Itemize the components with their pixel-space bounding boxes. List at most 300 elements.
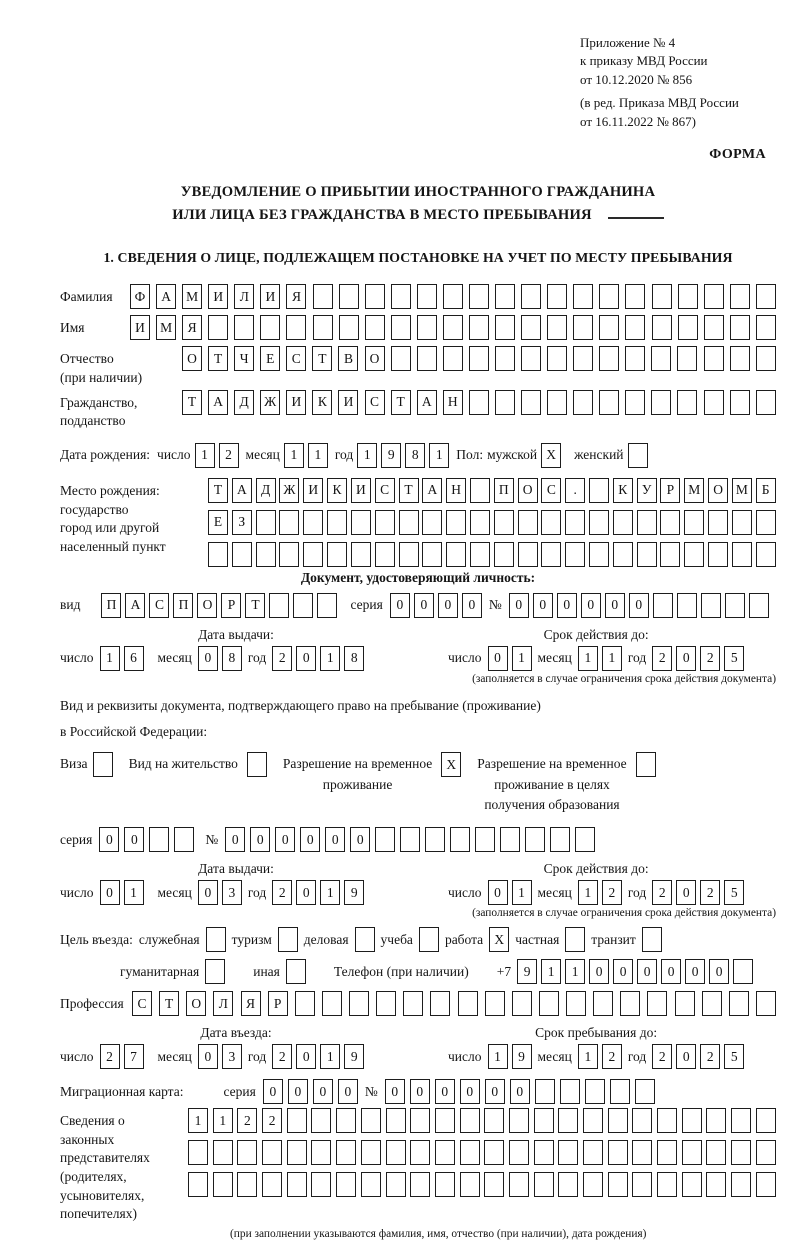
identity-issue-group xyxy=(60,627,412,671)
char-cell: 1 xyxy=(195,443,215,468)
char-cell: В xyxy=(338,346,358,371)
migration-card-label: Миграционная карта: xyxy=(60,1083,184,1099)
char-cell xyxy=(237,1172,257,1197)
char-cell xyxy=(565,510,585,535)
char-cell: М xyxy=(182,284,202,309)
char-cell xyxy=(213,1140,233,1165)
char-cell: О xyxy=(518,478,538,503)
year-label: год xyxy=(627,650,647,666)
sex-female-checkbox xyxy=(628,443,648,468)
char-cell xyxy=(400,827,420,852)
form-label: ФОРМА xyxy=(709,147,766,163)
char-cell: П xyxy=(173,593,193,618)
identity-valid-line xyxy=(448,646,744,671)
purpose-other-checkbox xyxy=(286,959,306,984)
char-cell: 9 xyxy=(344,880,364,905)
char-cell: 2 xyxy=(602,880,622,905)
char-cell: 1 xyxy=(100,646,120,671)
option-temp-residence-education-checkbox xyxy=(636,752,656,777)
char-cell: О xyxy=(182,346,202,371)
char-cell xyxy=(756,346,776,371)
char-cell: 8 xyxy=(344,646,364,671)
text-line: усыновителях, xyxy=(60,1187,145,1203)
char-cell: 2 xyxy=(602,1044,622,1069)
char-cell xyxy=(256,542,276,567)
identity-issue-heading: Дата выдачи: xyxy=(198,626,274,642)
legal-reps-cells xyxy=(188,1108,776,1197)
char-cell: А xyxy=(156,284,176,309)
char-cell: 2 xyxy=(262,1108,282,1133)
purpose-private-checkbox xyxy=(565,927,585,952)
char-cell xyxy=(573,315,593,340)
residence-issue-line xyxy=(60,880,412,905)
char-cell: Т xyxy=(208,346,228,371)
char-cell: 1 xyxy=(357,443,377,468)
text-line: подданство xyxy=(60,413,126,429)
legal-reps-cells-row1 xyxy=(188,1108,776,1133)
birth-place-row xyxy=(60,478,776,567)
char-cell: Т xyxy=(391,390,411,415)
char-cell: М xyxy=(156,315,176,340)
surname-label: Фамилия xyxy=(60,289,113,305)
char-cell xyxy=(521,284,541,309)
char-cell: 0 xyxy=(325,827,345,852)
char-cell: О xyxy=(365,346,385,371)
char-cell: О xyxy=(186,991,206,1016)
char-cell: Я xyxy=(182,315,202,340)
char-cell xyxy=(653,593,673,618)
char-cell: 1 xyxy=(602,646,622,671)
option-temp-residence-label xyxy=(283,752,432,795)
char-cell xyxy=(262,1172,282,1197)
char-cell: 0 xyxy=(225,827,245,852)
char-cell xyxy=(732,542,752,567)
char-cell xyxy=(589,542,609,567)
char-cell xyxy=(365,284,385,309)
char-cell: 0 xyxy=(676,880,696,905)
char-cell: 0 xyxy=(533,593,553,618)
char-cell xyxy=(232,542,252,567)
char-cell: 0 xyxy=(557,593,577,618)
char-cell: М xyxy=(684,478,704,503)
char-cell xyxy=(706,1140,726,1165)
char-cell xyxy=(575,827,595,852)
char-cell xyxy=(534,1140,554,1165)
identity-doc-number-label: № xyxy=(488,597,502,613)
char-cell: 2 xyxy=(272,646,292,671)
char-cell xyxy=(706,1108,726,1133)
char-cell xyxy=(339,284,359,309)
char-cell xyxy=(547,390,567,415)
identity-doc-series-cells xyxy=(390,593,482,618)
char-cell xyxy=(351,542,371,567)
char-cell xyxy=(756,991,776,1016)
char-cell: 0 xyxy=(275,827,295,852)
char-cell xyxy=(322,991,342,1016)
char-cell: А xyxy=(232,478,252,503)
entry-dates-row xyxy=(60,1025,776,1069)
char-cell: 0 xyxy=(661,959,681,984)
identity-issue-month-cells xyxy=(198,646,242,671)
year-label: год xyxy=(247,650,267,666)
char-cell xyxy=(678,315,698,340)
option-visa-checkbox xyxy=(93,752,113,777)
char-cell xyxy=(678,284,698,309)
char-cell xyxy=(237,1140,257,1165)
char-cell xyxy=(704,390,724,415)
option-visa-label: Виза xyxy=(60,756,88,772)
char-cell xyxy=(756,284,776,309)
char-cell xyxy=(593,991,613,1016)
char-cell xyxy=(469,315,489,340)
char-cell: 2 xyxy=(700,880,720,905)
text-line: Гражданство, xyxy=(60,394,138,410)
residence-issue-group xyxy=(60,861,412,905)
patronymic-label xyxy=(60,346,182,387)
char-cell: Ф xyxy=(130,284,150,309)
char-cell xyxy=(470,478,490,503)
sex-male-checkbox: X xyxy=(541,443,561,468)
char-cell xyxy=(610,1079,630,1104)
char-cell: . xyxy=(565,478,585,503)
char-cell xyxy=(417,284,437,309)
char-cell xyxy=(422,510,442,535)
residence-issue-day-cells xyxy=(100,880,144,905)
char-cell xyxy=(287,1108,307,1133)
legal-reps-label xyxy=(60,1108,188,1224)
char-cell xyxy=(682,1108,702,1133)
residence-validity-note: (заполняется в случае ограничения срока действия документа) xyxy=(472,907,776,920)
migration-card-row xyxy=(60,1079,776,1104)
name-row xyxy=(60,315,776,340)
char-cell: 1 xyxy=(188,1108,208,1133)
char-cell xyxy=(756,315,776,340)
char-cell xyxy=(677,390,697,415)
char-cell: Л xyxy=(213,991,233,1016)
char-cell xyxy=(365,315,385,340)
char-cell: 1 xyxy=(488,1044,508,1069)
char-cell xyxy=(495,346,515,371)
char-cell xyxy=(256,510,276,535)
char-cell xyxy=(521,315,541,340)
char-cell: К xyxy=(312,390,332,415)
patronymic-row xyxy=(60,346,776,387)
char-cell: И xyxy=(260,284,280,309)
stay-until-heading: Срок пребывания до: xyxy=(535,1025,658,1041)
char-cell: 1 xyxy=(320,646,340,671)
text-line: (в ред. Приказа МВД России xyxy=(580,95,739,111)
char-cell xyxy=(470,510,490,535)
sex-label: Пол: xyxy=(456,447,484,463)
char-cell: Ч xyxy=(234,346,254,371)
char-cell xyxy=(550,827,570,852)
identity-doc-heading: Документ, удостоверяющий личность: xyxy=(300,569,536,585)
char-cell xyxy=(677,593,697,618)
char-cell xyxy=(494,510,514,535)
char-cell: 1 xyxy=(578,880,598,905)
char-cell: Т xyxy=(182,390,202,415)
char-cell xyxy=(149,827,169,852)
char-cell xyxy=(632,1140,652,1165)
char-cell: М xyxy=(732,478,752,503)
char-cell: Ж xyxy=(260,390,280,415)
char-cell: Е xyxy=(260,346,280,371)
char-cell xyxy=(573,390,593,415)
text-line: проживание xyxy=(322,776,393,792)
identity-valid-day-cells xyxy=(488,646,532,671)
char-cell: 1 xyxy=(578,646,598,671)
char-cell: С xyxy=(149,593,169,618)
char-cell: И xyxy=(130,315,150,340)
char-cell xyxy=(327,542,347,567)
text-line: к приказу МВД России xyxy=(580,53,708,69)
patronymic-cells xyxy=(182,346,776,371)
phone-label: Телефон (при наличии) xyxy=(333,963,469,979)
char-cell xyxy=(635,1079,655,1104)
text-line: законных xyxy=(60,1131,115,1147)
text-line: Отчество xyxy=(60,351,114,367)
char-cell xyxy=(675,991,695,1016)
char-cell xyxy=(317,593,337,618)
char-cell: 9 xyxy=(344,1044,364,1069)
char-cell: 8 xyxy=(222,646,242,671)
char-cell xyxy=(731,1172,751,1197)
char-cell xyxy=(539,991,559,1016)
char-cell: 2 xyxy=(219,443,239,468)
residence-issue-year-cells xyxy=(272,880,364,905)
char-cell: 0 xyxy=(509,593,529,618)
char-cell: З xyxy=(232,510,252,535)
char-cell xyxy=(708,510,728,535)
char-cell: 9 xyxy=(381,443,401,468)
title-blank-line xyxy=(608,217,664,219)
text-line: попечителях) xyxy=(60,1206,137,1222)
purpose-study-checkbox xyxy=(419,927,439,952)
char-cell: 2 xyxy=(652,1044,672,1069)
char-cell: Р xyxy=(221,593,241,618)
char-cell xyxy=(484,1140,504,1165)
text-line: Приложение № 4 xyxy=(580,35,676,50)
char-cell xyxy=(625,315,645,340)
char-cell xyxy=(637,510,657,535)
char-cell: К xyxy=(327,478,347,503)
char-cell: И xyxy=(338,390,358,415)
char-cell xyxy=(756,390,776,415)
edition-lines xyxy=(580,94,776,131)
char-cell xyxy=(512,991,532,1016)
char-cell xyxy=(485,991,505,1016)
char-cell: 0 xyxy=(300,827,320,852)
char-cell xyxy=(458,991,478,1016)
char-cell: И xyxy=(286,390,306,415)
char-cell: 0 xyxy=(435,1079,455,1104)
char-cell: Т xyxy=(399,478,419,503)
char-cell: 0 xyxy=(296,1044,316,1069)
char-cell xyxy=(295,991,315,1016)
char-cell xyxy=(625,284,645,309)
residence-series-cells xyxy=(99,827,194,852)
char-cell xyxy=(446,542,466,567)
char-cell xyxy=(469,346,489,371)
char-cell xyxy=(725,593,745,618)
char-cell xyxy=(386,1140,406,1165)
surname-row xyxy=(60,284,776,309)
char-cell xyxy=(410,1172,430,1197)
birth-date-month-label: месяц xyxy=(245,447,280,463)
migration-series-cells xyxy=(263,1079,358,1104)
identity-valid-heading: Срок действия до: xyxy=(543,626,649,642)
char-cell xyxy=(188,1140,208,1165)
char-cell xyxy=(279,510,299,535)
char-cell xyxy=(213,1172,233,1197)
name-label: Имя xyxy=(60,320,85,336)
char-cell xyxy=(558,1172,578,1197)
char-cell xyxy=(443,346,463,371)
char-cell xyxy=(521,346,541,371)
char-cell: 0 xyxy=(414,593,434,618)
char-cell xyxy=(566,991,586,1016)
char-cell xyxy=(730,284,750,309)
stay-day-cells xyxy=(488,1044,532,1069)
char-cell xyxy=(435,1140,455,1165)
char-cell: 0 xyxy=(510,1079,530,1104)
char-cell xyxy=(682,1172,702,1197)
char-cell: А xyxy=(208,390,228,415)
migration-series-label: серия xyxy=(223,1083,256,1099)
char-cell xyxy=(558,1140,578,1165)
char-cell: А xyxy=(422,478,442,503)
char-cell xyxy=(475,827,495,852)
identity-valid-month-cells xyxy=(578,646,622,671)
char-cell xyxy=(262,1140,282,1165)
char-cell xyxy=(657,1172,677,1197)
residence-valid-year-cells xyxy=(652,880,744,905)
char-cell: 5 xyxy=(724,880,744,905)
surname-cells xyxy=(130,284,776,309)
char-cell xyxy=(732,510,752,535)
char-cell xyxy=(313,284,333,309)
char-cell: Д xyxy=(256,478,276,503)
identity-valid-year-cells xyxy=(652,646,744,671)
profession-cells xyxy=(132,991,776,1016)
text-line: Место рождения: xyxy=(60,482,160,498)
char-cell: 0 xyxy=(488,880,508,905)
char-cell xyxy=(613,510,633,535)
char-cell: Ж xyxy=(279,478,299,503)
char-cell xyxy=(706,1172,726,1197)
phone-cells xyxy=(517,959,753,984)
char-cell: С xyxy=(375,478,395,503)
entry-month-cells xyxy=(198,1044,242,1069)
purpose-tourism-label: туризм xyxy=(231,931,272,947)
char-cell: Я xyxy=(286,284,306,309)
year-label: год xyxy=(247,1048,267,1064)
phone-prefix: +7 xyxy=(496,963,512,979)
char-cell xyxy=(391,284,411,309)
day-label: число xyxy=(448,1048,482,1064)
char-cell: Н xyxy=(443,390,463,415)
char-cell: С xyxy=(365,390,385,415)
char-cell: 1 xyxy=(512,646,532,671)
legal-reps-cells-row3 xyxy=(188,1172,776,1197)
char-cell: С xyxy=(541,478,561,503)
char-cell xyxy=(756,542,776,567)
char-cell: 0 xyxy=(198,880,218,905)
char-cell: 1 xyxy=(512,880,532,905)
char-cell xyxy=(509,1140,529,1165)
char-cell: 1 xyxy=(320,880,340,905)
char-cell xyxy=(701,593,721,618)
char-cell xyxy=(351,510,371,535)
char-cell xyxy=(534,1108,554,1133)
purpose-tourism-checkbox xyxy=(278,927,298,952)
char-cell xyxy=(286,315,306,340)
char-cell: 0 xyxy=(288,1079,308,1104)
char-cell xyxy=(684,542,704,567)
char-cell xyxy=(702,991,722,1016)
char-cell xyxy=(450,827,470,852)
char-cell: 0 xyxy=(488,646,508,671)
char-cell xyxy=(303,510,323,535)
char-cell xyxy=(376,991,396,1016)
char-cell: С xyxy=(286,346,306,371)
char-cell xyxy=(208,542,228,567)
month-label: месяц xyxy=(537,650,572,666)
birth-date-day-label: число xyxy=(157,447,191,463)
day-label: число xyxy=(60,650,94,666)
char-cell: 0 xyxy=(613,959,633,984)
char-cell xyxy=(632,1108,652,1133)
char-cell xyxy=(558,1108,578,1133)
char-cell xyxy=(287,1140,307,1165)
char-cell: 0 xyxy=(124,827,144,852)
residence-doc-options xyxy=(60,752,776,815)
char-cell xyxy=(599,390,619,415)
purpose-work-checkbox: X xyxy=(489,927,509,952)
entry-day-cells xyxy=(100,1044,144,1069)
text-line: представителях xyxy=(60,1150,150,1166)
char-cell xyxy=(375,542,395,567)
char-cell xyxy=(494,542,514,567)
birth-date-month-cells xyxy=(284,443,328,468)
birth-date-row xyxy=(60,443,776,468)
char-cell xyxy=(651,346,671,371)
char-cell: И xyxy=(208,284,228,309)
char-cell: А xyxy=(417,390,437,415)
char-cell: Р xyxy=(660,478,680,503)
char-cell xyxy=(583,1140,603,1165)
month-label: месяц xyxy=(157,650,192,666)
text-line: населенный пункт xyxy=(60,538,166,554)
residence-issue-heading: Дата выдачи: xyxy=(198,861,274,877)
char-cell: П xyxy=(101,593,121,618)
char-cell xyxy=(422,542,442,567)
char-cell xyxy=(470,542,490,567)
text-line: (родителях, xyxy=(60,1168,127,1184)
char-cell xyxy=(375,827,395,852)
legal-reps-row xyxy=(60,1108,776,1224)
char-cell xyxy=(651,390,671,415)
identity-dates-row xyxy=(60,627,776,671)
char-cell xyxy=(509,1172,529,1197)
char-cell xyxy=(625,346,645,371)
char-cell xyxy=(361,1172,381,1197)
char-cell xyxy=(208,315,228,340)
char-cell: Я xyxy=(241,991,261,1016)
char-cell xyxy=(684,510,704,535)
char-cell xyxy=(525,827,545,852)
char-cell: 7 xyxy=(124,1044,144,1069)
